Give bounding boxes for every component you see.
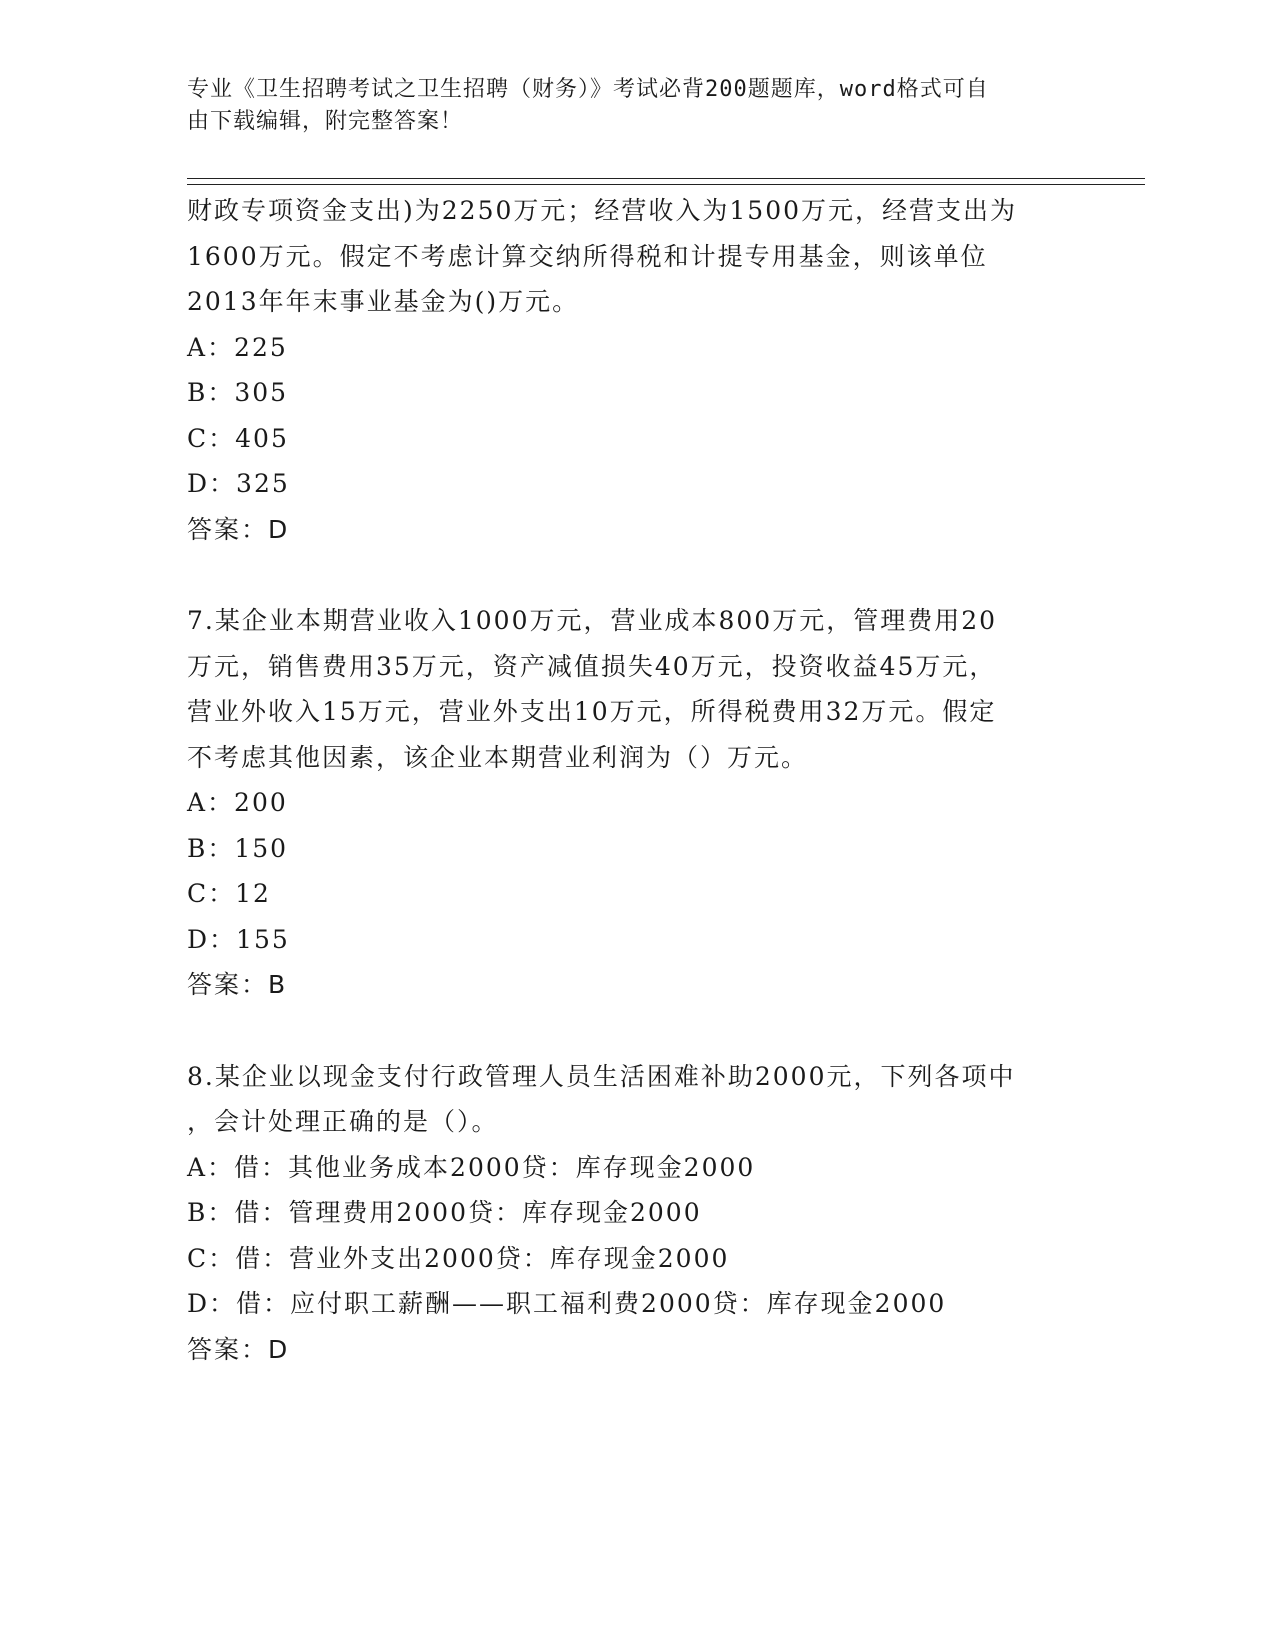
header-line-1: 专业《卫生招聘考试之卫生招聘（财务）》考试必背200题题库，word格式可自	[187, 77, 989, 102]
question-6-option-b: B：305	[187, 378, 289, 407]
question-7-line-1: 7.某企业本期营业收入1000万元，营业成本800万元，管理费用20	[187, 606, 998, 635]
question-8-option-d: D：借：应付职工薪酬——职工福利费2000贷：库存现金2000	[187, 1289, 947, 1318]
header-line-2: 由下载编辑，附完整答案！	[187, 109, 464, 134]
question-6-answer: 答案：D	[187, 514, 290, 544]
question-7-option-d: D：155	[187, 924, 290, 954]
question-7-line-4: 不考虑其他因素，该企业本期营业利润为（）万元。	[187, 742, 809, 772]
question-6-line-3: 2013年年末事业基金为()万元。	[187, 287, 580, 316]
question-7	[187, 598, 1067, 1008]
question-8-answer: 答案：D	[187, 1334, 290, 1364]
question-6-line-2: 1600万元。假定不考虑计算交纳所得税和计提专用基金，则该单位	[187, 241, 988, 271]
question-8-option-c: C：借：营业外支出2000贷：库存现金2000	[187, 1243, 730, 1273]
document-header	[187, 74, 1067, 138]
header-divider-top	[187, 178, 1145, 179]
question-7-answer: 答案：B	[187, 970, 288, 999]
question-6	[187, 188, 1067, 552]
spacer	[187, 552, 1067, 598]
question-7-option-b: B：150	[187, 833, 289, 863]
question-6-option-d: D：325	[187, 469, 290, 498]
question-6-option-c: C：405	[187, 423, 289, 453]
question-8-line-1: 8.某企业以现金支付行政管理人员生活困难补助2000元，下列各项中	[187, 1061, 1016, 1091]
question-6-option-a: A：225	[187, 332, 288, 362]
question-8-option-a: A：借：其他业务成本2000贷：库存现金2000	[187, 1152, 756, 1182]
question-8	[187, 1054, 1067, 1373]
question-8-option-b: B：借：管理费用2000贷：库存现金2000	[187, 1198, 702, 1227]
document-body	[187, 188, 1067, 1372]
spacer	[187, 1008, 1067, 1054]
question-7-line-3: 营业外收入15万元，营业外支出10万元，所得税费用32万元。假定	[187, 697, 997, 726]
question-7-option-c: C：12	[187, 879, 271, 908]
question-6-line-1: 财政专项资金支出)为2250万元；经营收入为1500万元，经营支出为	[187, 196, 1018, 225]
header-divider-bottom	[187, 184, 1145, 185]
question-7-option-a: A：200	[187, 788, 288, 817]
question-8-line-2: ，会计处理正确的是（）。	[187, 1107, 499, 1136]
question-7-line-2: 万元，销售费用35万元，资产减值损失40万元，投资收益45万元，	[187, 651, 997, 681]
